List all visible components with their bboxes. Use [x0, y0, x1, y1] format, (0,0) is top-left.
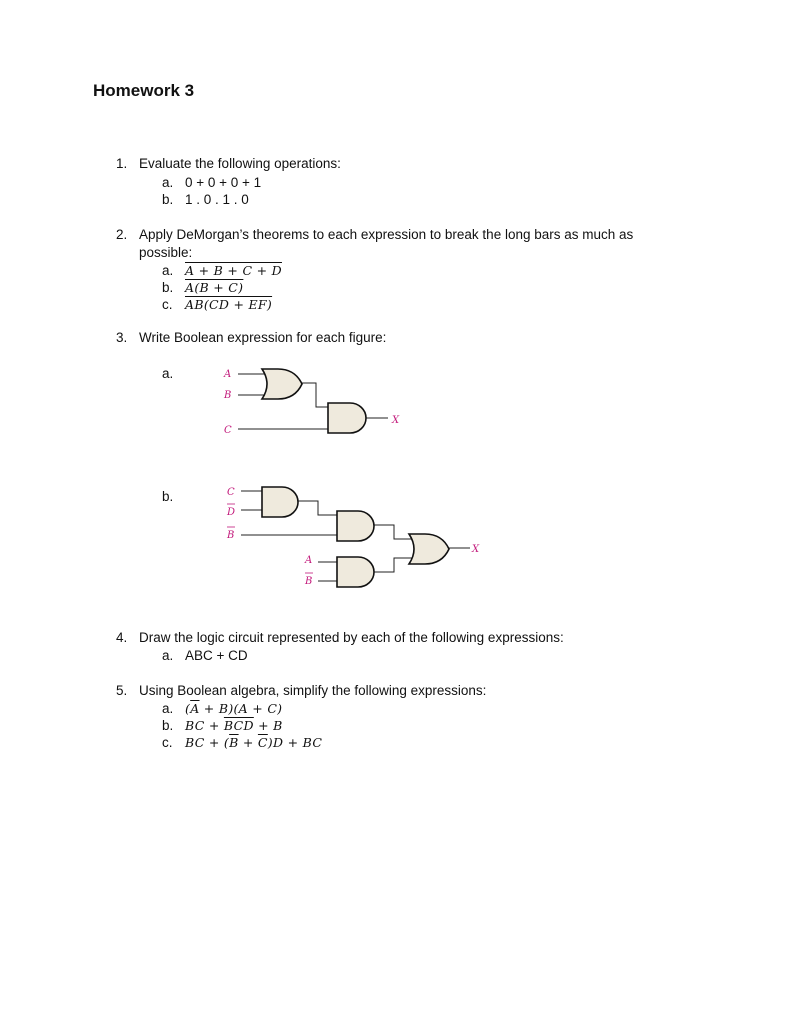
- q5c-overbar-term-b: $\overline{B}$: [229, 735, 239, 750]
- q5a-expression: $(\overline{A} + B)(A + C)$: [185, 701, 283, 716]
- q2-number: 2.: [116, 227, 128, 242]
- q1b-label: b.: [162, 192, 174, 207]
- circuit-b-output-x: X: [472, 544, 480, 555]
- q5c-label: c.: [162, 735, 173, 750]
- wire-b-and3-out: [374, 558, 413, 572]
- q2b-overbar-term: A(B + C): [185, 280, 244, 295]
- q5-text: Using Boolean algebra, simplify the following expressions:: [139, 683, 487, 698]
- circuit-a-output-x: X: [392, 415, 400, 426]
- q5a-overbar-term: $\overline{A}$: [190, 701, 200, 716]
- q1a-text: 0 + 0 + 0 + 1: [185, 175, 262, 190]
- and-gate: [262, 487, 298, 517]
- q5b-label: b.: [162, 718, 174, 733]
- wire-b-and2-out: [374, 525, 413, 539]
- wire-b-and1-out: [298, 501, 337, 515]
- q3-text: Write Boolean expression for each figure:: [139, 330, 387, 345]
- circuit-b-input-b-bar: B: [227, 530, 235, 541]
- q1a-label: a.: [162, 175, 174, 190]
- page-title: Homework 3: [93, 81, 195, 100]
- q2-text-line2: possible:: [139, 245, 193, 260]
- q4a-text: ABC + CD: [185, 648, 248, 663]
- circuit-b-input-b2-bar: B: [305, 576, 313, 587]
- q2c-overbar-term: AB(CD + EF): [185, 297, 273, 312]
- circuit-b-input-d-bar: D: [227, 507, 236, 518]
- q2a-overbar-term: A + B + C + D: [185, 263, 282, 278]
- q5a-label: a.: [162, 701, 174, 716]
- q2a-label: a.: [162, 263, 174, 278]
- q5c-overbar-term-c: $\overline{C}$: [257, 735, 268, 750]
- q3a-label: a.: [162, 366, 174, 381]
- and-gate: [337, 557, 374, 587]
- q5-number: 5.: [116, 683, 128, 698]
- circuit-a-input-b: B: [224, 390, 232, 401]
- q3b-label: b.: [162, 489, 174, 504]
- q2-text-line1: Apply DeMorgan’s theorems to each expression to break the long bars as much as: [139, 227, 634, 242]
- q1b-text: 1 . 0 . 1 . 0: [185, 192, 249, 207]
- q2b-label: b.: [162, 280, 174, 295]
- q1-number: 1.: [116, 156, 128, 171]
- circuit-a-input-a: A: [224, 369, 232, 380]
- q4-number: 4.: [116, 630, 128, 645]
- q5b-overbar-term: $\overline{BCD}$: [223, 718, 254, 733]
- circuit-b-input-c: C: [227, 487, 235, 498]
- q1-text: Evaluate the following operations:: [139, 156, 341, 171]
- q2c-label: c.: [162, 297, 173, 312]
- q5b-expression: BC + $\overline{BCD} + B$: [185, 718, 283, 733]
- circuit-b-input-a: A: [305, 555, 313, 566]
- and-gate: [337, 511, 374, 541]
- circuit-b: [226, 487, 480, 587]
- q4-text: Draw the logic circuit represented by each of the following expressions:: [139, 630, 564, 645]
- or-gate: [409, 534, 449, 564]
- q5c-expression: BC + $(\overline{B} + \overline{C})D$ + BC: [185, 735, 323, 750]
- circuit-a-input-c: C: [224, 425, 232, 436]
- q3-number: 3.: [116, 330, 128, 345]
- q4a-label: a.: [162, 648, 174, 663]
